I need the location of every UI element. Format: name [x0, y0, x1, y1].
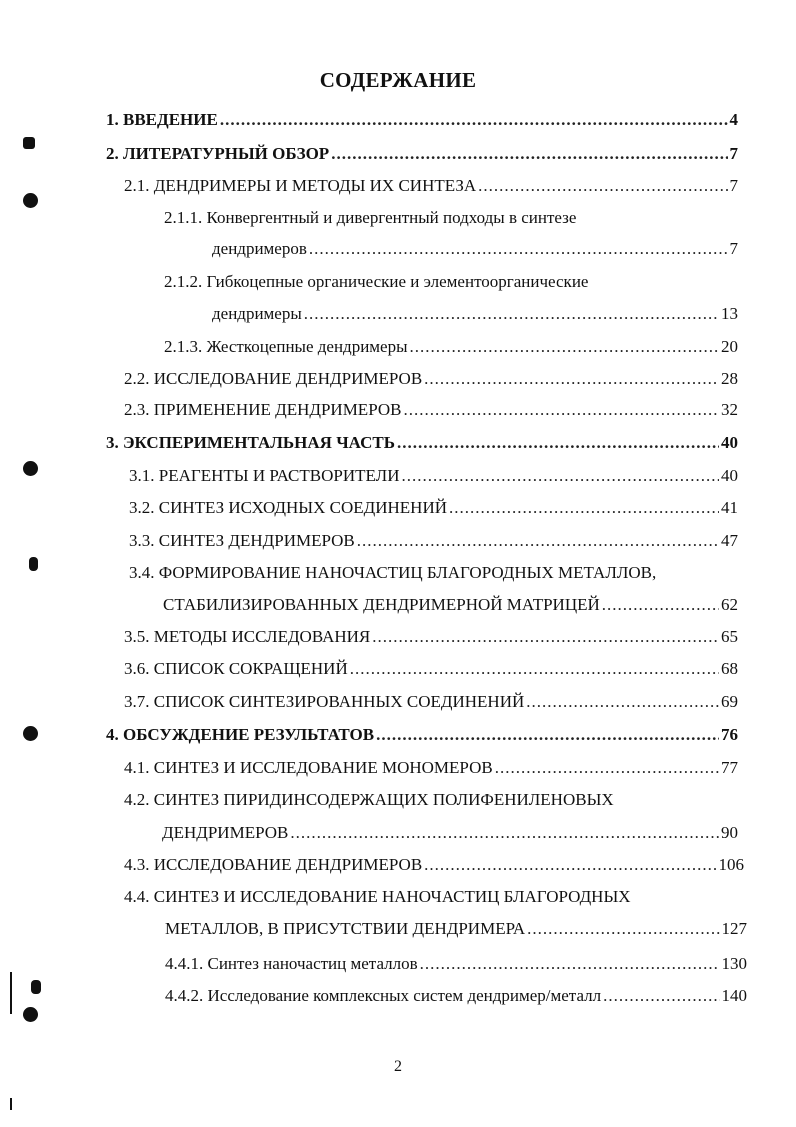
- dot-leader: [372, 626, 719, 648]
- scan-mark: [10, 1098, 12, 1110]
- toc-entry-page: 65: [721, 627, 738, 646]
- dot-leader: [304, 303, 719, 325]
- toc-entry-page: 68: [721, 659, 738, 678]
- toc-entry[interactable]: [164, 336, 738, 358]
- hole-punch: [23, 193, 38, 208]
- toc-entry-title: 3. ЭКСПЕРИМЕНТАЛЬНАЯ ЧАСТЬ: [106, 433, 395, 452]
- toc-entry-title: 4.3. ИССЛЕДОВАНИЕ ДЕНДРИМЕРОВ: [124, 855, 423, 874]
- toc-entry-page: 20: [721, 337, 738, 356]
- toc-entry-page: 7: [729, 176, 738, 195]
- dot-leader: [602, 594, 719, 616]
- toc-entry[interactable]: [212, 303, 738, 325]
- page-number: 2: [394, 1058, 402, 1075]
- toc-entry[interactable]: [165, 985, 747, 1007]
- dot-leader: [603, 985, 719, 1007]
- toc-entry-title: МЕТАЛЛОВ, В ПРИСУТСТВИИ ДЕНДРИМЕРА: [165, 919, 526, 938]
- toc-entry[interactable]: [162, 822, 738, 844]
- toc-entry-title: 2.2. ИССЛЕДОВАНИЕ ДЕНДРИМЕРОВ: [124, 369, 423, 388]
- toc-entry[interactable]: [163, 594, 738, 616]
- toc-entry[interactable]: [129, 497, 738, 519]
- scan-mark: [31, 980, 41, 994]
- toc-entry-title: 1. ВВЕДЕНИЕ: [106, 110, 218, 129]
- toc-entry-page: 47: [721, 531, 738, 550]
- toc-entry[interactable]: [165, 918, 747, 940]
- toc-entry-page: 41: [721, 498, 738, 517]
- toc-entry-title: 4.4.2. Исследование комплексных систем дендример/металл: [165, 986, 602, 1005]
- toc-entry[interactable]: [165, 953, 747, 975]
- dot-leader: [424, 368, 719, 390]
- toc-entry-title: 3.3. СИНТЕЗ ДЕНДРИМЕРОВ: [129, 531, 355, 550]
- dot-leader: [350, 658, 719, 680]
- toc-entry-page: 127: [721, 919, 747, 938]
- dot-leader: [309, 238, 728, 260]
- toc-entry-page: 90: [721, 823, 738, 842]
- toc-entry[interactable]: [164, 271, 738, 293]
- toc-entry[interactable]: [124, 658, 738, 680]
- dot-leader: [331, 143, 727, 165]
- toc-entry[interactable]: [106, 432, 738, 454]
- toc-entry[interactable]: [124, 368, 738, 390]
- dot-leader: [526, 691, 719, 713]
- dot-leader: [424, 854, 716, 876]
- toc-entry-page: 76: [721, 725, 738, 744]
- dot-leader: [420, 953, 720, 975]
- dot-leader: [290, 822, 719, 844]
- toc-entry[interactable]: [129, 530, 738, 552]
- hole-punch: [23, 1007, 38, 1022]
- dot-leader: [357, 530, 719, 552]
- toc-entry[interactable]: [212, 238, 738, 260]
- dot-leader: [410, 336, 719, 358]
- toc-entry-page: 40: [721, 466, 738, 485]
- toc-entry[interactable]: [129, 465, 738, 487]
- dot-leader: [449, 497, 719, 519]
- toc-entry-page: 32: [721, 400, 738, 419]
- toc-entry[interactable]: [124, 175, 738, 197]
- hole-punch: [23, 726, 38, 741]
- toc-entry[interactable]: [124, 757, 738, 779]
- toc-entry[interactable]: [124, 854, 744, 876]
- toc-entry-title: дендримеры: [212, 304, 302, 323]
- toc-entry[interactable]: [164, 207, 738, 229]
- toc-entry-title: 2.1.1. Конвергентный и дивергентный подходы в синтезе: [164, 208, 577, 227]
- toc-entry-page: 69: [721, 692, 738, 711]
- toc-entry-page: 140: [721, 986, 747, 1005]
- dot-leader: [478, 175, 727, 197]
- toc-entry-page: 7: [729, 239, 738, 258]
- toc-entry-title: 2. ЛИТЕРАТУРНЫЙ ОБЗОР: [106, 144, 330, 163]
- toc-entry-title: дендримеров: [212, 239, 307, 258]
- toc-entry-page: 7: [729, 144, 738, 163]
- dot-leader: [397, 432, 719, 454]
- toc-entry-title: 3.5. МЕТОДЫ ИССЛЕДОВАНИЯ: [124, 627, 371, 646]
- toc-entry-title: ДЕНДРИМЕРОВ: [162, 823, 289, 842]
- toc-entry-page: 13: [721, 304, 738, 323]
- dot-leader: [403, 399, 719, 421]
- toc-entry-title: 4.1. СИНТЕЗ И ИССЛЕДОВАНИЕ МОНОМЕРОВ: [124, 758, 493, 777]
- toc-entry-page: 77: [721, 758, 738, 777]
- toc-entry[interactable]: [129, 562, 738, 584]
- dot-leader: [376, 724, 719, 746]
- toc-entry-page: 40: [721, 433, 738, 452]
- toc-entry-title: 3.2. СИНТЕЗ ИСХОДНЫХ СОЕДИНЕНИЙ: [129, 498, 447, 517]
- toc-entry-title: 2.1.2. Гибкоцепные органические и элементоорганические: [164, 272, 589, 291]
- toc-entry[interactable]: [124, 626, 738, 648]
- dot-leader: [527, 918, 719, 940]
- dot-leader: [220, 109, 728, 131]
- toc-entry-title: 3.6. СПИСОК СОКРАЩЕНИЙ: [124, 659, 348, 678]
- page-title: СОДЕРЖАНИЕ: [319, 68, 477, 92]
- dot-leader: [495, 757, 719, 779]
- toc-entry[interactable]: [106, 724, 738, 746]
- toc-entry-title: СТАБИЛИЗИРОВАННЫХ ДЕНДРИМЕРНОЙ МАТРИЦЕЙ: [163, 595, 600, 614]
- dot-leader: [401, 465, 719, 487]
- toc-entry-title: 2.3. ПРИМЕНЕНИЕ ДЕНДРИМЕРОВ: [124, 400, 402, 419]
- toc-entry-page: 62: [721, 595, 738, 614]
- toc-entry-title: 2.1. ДЕНДРИМЕРЫ И МЕТОДЫ ИХ СИНТЕЗА: [124, 176, 477, 195]
- toc-entry[interactable]: [124, 399, 738, 421]
- scan-mark: [29, 557, 38, 571]
- toc-entry-title: 4. ОБСУЖДЕНИЕ РЕЗУЛЬТАТОВ: [106, 725, 375, 744]
- toc-entry-title: 3.7. СПИСОК СИНТЕЗИРОВАННЫХ СОЕДИНЕНИЙ: [124, 692, 525, 711]
- toc-entry[interactable]: [106, 109, 738, 131]
- toc-entry-title: 4.4.1. Синтез наночастиц металлов: [165, 954, 418, 973]
- toc-entry-title: 4.4. СИНТЕЗ И ИССЛЕДОВАНИЕ НАНОЧАСТИЦ БЛАГОРОДНЫХ: [124, 887, 631, 906]
- scan-mark: [10, 972, 12, 1014]
- toc-entry-page: 130: [721, 954, 747, 973]
- toc-entry[interactable]: [106, 143, 738, 165]
- hole-punch: [23, 461, 38, 476]
- toc-entry[interactable]: [124, 691, 738, 713]
- toc-entry-title: 4.2. СИНТЕЗ ПИРИДИНСОДЕРЖАЩИХ ПОЛИФЕНИЛЕНОВЫХ: [124, 790, 614, 809]
- toc-entry-title: 3.1. РЕАГЕНТЫ И РАСТВОРИТЕЛИ: [129, 466, 400, 485]
- toc-entry-title: 3.4. ФОРМИРОВАНИЕ НАНОЧАСТИЦ БЛАГОРОДНЫХ МЕТАЛЛОВ,: [129, 563, 657, 582]
- toc-entry-page: 106: [718, 855, 744, 874]
- scan-mark: [23, 137, 35, 149]
- toc-entry-title: 2.1.3. Жесткоцепные дендримеры: [164, 337, 408, 356]
- toc-entry[interactable]: [124, 789, 738, 811]
- toc-entry-page: 28: [721, 369, 738, 388]
- toc-entry[interactable]: [124, 886, 744, 908]
- toc-entry-page: 4: [729, 110, 738, 129]
